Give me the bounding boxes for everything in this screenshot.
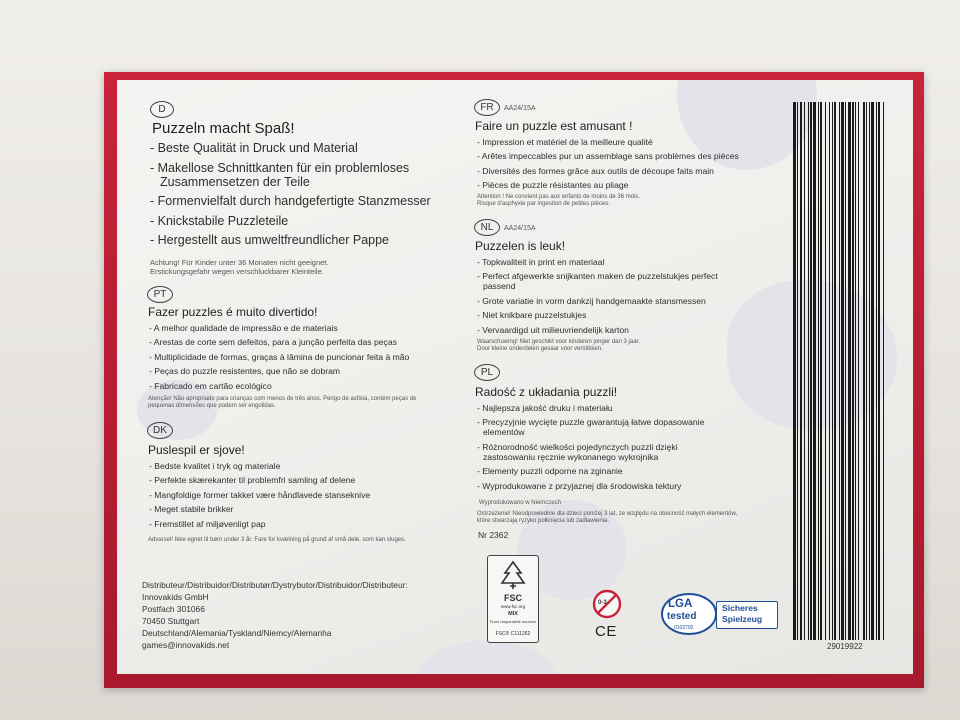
feature-item: - Niet knikbare puzzelstukjes xyxy=(477,310,587,321)
feature-item: - Mangfoldige former takket være håndlavede stanseknive xyxy=(149,489,371,500)
barcode-number: 29019922 xyxy=(827,642,863,651)
warning-pt-2: pequenas dimensões que podem ser engolidas. xyxy=(148,403,276,409)
warning-de-1: Achtung! Für Kinder unter 36 Monaten nicht geeignet. xyxy=(150,258,329,267)
feature-item: - Różnorodność wielkości pojedynczych puzzli dzięki xyxy=(477,441,678,452)
feature-item: elementów xyxy=(483,427,525,438)
feature-item: - Grote variatie in vorm dankzij handgemaakte stansmessen xyxy=(477,295,706,306)
feature-item: - A melhor qualidade de impressão e de materiais xyxy=(149,323,338,333)
feature-item: - Wyprodukowane z przyjaznej dla środowiska tektury xyxy=(477,480,682,491)
language-badge-nl: NL xyxy=(474,219,500,236)
title-dk: Puslespil er sjove! xyxy=(148,443,245,457)
feature-item: - Hergestellt aus umweltfreundlicher Pappe xyxy=(150,233,390,247)
fsc-code: FSC® C111262 xyxy=(495,631,531,637)
lga-number: 0102792 xyxy=(674,625,694,631)
age-warning-icon xyxy=(591,588,623,620)
feature-item: - Precyzyjnie wycięte puzzle gwarantują łatwe dopasowanie xyxy=(477,417,705,428)
fsc-tree-icon xyxy=(488,559,538,593)
lga-line-2: Spielzeug xyxy=(722,614,763,624)
warning-fr-2: Risque d'asphyxie par ingestion de petites pièces. xyxy=(477,201,610,207)
feature-item: - Knickstabile Puzzleteile xyxy=(150,213,289,228)
feature-item: - Formenvielfalt durch handgefertigte Stanzmesser xyxy=(150,194,431,208)
feature-item: - Multiplicidade de formas, graças à lâmina de puncionar feita à mão xyxy=(149,351,410,362)
warning-nl-1: Waarschuwing! Niet geschikt voor kinderen jonger dan 3 jaar. xyxy=(477,339,640,345)
feature-item: - Peças do puzzle resistentes, que não se dobram xyxy=(149,366,341,377)
fsc-url: www.fsc.org xyxy=(500,604,526,609)
title-de: Puzzeln macht Spaß! xyxy=(152,120,295,137)
feature-item: - Fabricado em cartão ecológico xyxy=(149,380,272,391)
feature-item: - Najlepsza jakość druku i materiału xyxy=(477,403,613,413)
feature-item: - Perfekte skærekanter til problemfri samling af delene xyxy=(149,475,356,486)
made-in-pl: Wyprodukowano w Niemczech xyxy=(479,500,561,506)
language-badge-de: D xyxy=(150,101,174,118)
title-nl: Puzzelen is leuk! xyxy=(475,239,566,253)
barcode xyxy=(793,102,885,640)
distributor-email: games@innovakids.net xyxy=(142,640,230,650)
warning-nl-2: Door kleine onderdelen gevaar voor verstikken. xyxy=(477,346,603,352)
warning-pl-2: które stwarzają ryzyko połknięcia lub zadławienia. xyxy=(477,518,610,524)
fsc-sub: From responsible sources xyxy=(489,619,537,624)
product-number: Nr 2362 xyxy=(478,530,509,540)
feature-item: - Meget stabile brikker xyxy=(149,504,234,515)
language-badge-pt: PT xyxy=(147,286,173,303)
warning-fr-1: Attention ! Ne convient pas aux enfants de moins de 36 mois. xyxy=(477,194,641,200)
warning-pl-1: Ostrzeżenie! Nieodpowiednie dla dzieci poniżej 3 lat, ze względu na obecność małych elementów, xyxy=(477,511,738,517)
features-fr xyxy=(477,137,797,195)
fsc-logo xyxy=(487,555,539,643)
feature-item: - Beste Qualität in Druck und Material xyxy=(150,141,358,155)
feature-item: - Bedste kvalitet i tryk og materiale xyxy=(149,461,281,471)
features-nl xyxy=(477,257,797,339)
language-badge-fr: FR xyxy=(474,99,500,116)
ce-mark: CE xyxy=(595,623,617,640)
product-code-nl: AA24/15A xyxy=(504,225,536,232)
lga-brand: LGA xyxy=(668,598,693,610)
title-pt: Fazer puzzles é muito divertido! xyxy=(148,305,318,319)
feature-item: - Elementy puzzli odporne na zginanie xyxy=(477,466,623,477)
feature-item: - Diversités des formes grâce aux outils de découpe faits main xyxy=(477,165,714,176)
lga-tested-logo xyxy=(660,592,776,636)
age-warning-text: 0-3 xyxy=(598,600,607,606)
product-code-fr: AA24/15A xyxy=(504,105,536,112)
feature-item: - Vervaardigd uit milieuvriendelijk karton xyxy=(477,324,629,335)
warning-dk-1: Advarsel! Ikke egnet til børn under 3 år. Fare for kvælning på grund af små dele, som kan sluges. xyxy=(148,537,406,543)
feature-item: - Arestas de corte sem defeitos, para a junção perfeita das peças xyxy=(149,337,397,348)
distributor-line: Innovakids GmbH xyxy=(142,592,209,602)
features-dk xyxy=(149,461,489,533)
warning-pt-1: Atenção! Não apropriado para crianças com menos de três anos. Perigo de asfixia, contém peças de xyxy=(148,396,417,402)
features-pl xyxy=(477,403,797,495)
distributor-line: Deutschland/Alemania/Tyskland/Niemcy/Alemanha xyxy=(142,628,332,638)
lga-tested: tested xyxy=(667,611,697,622)
fsc-mix: MIX xyxy=(508,611,518,617)
feature-item: zastosowaniu ręcznie wykonanego wykrojnika xyxy=(483,451,659,462)
warning-de-2: Erstickungsgefahr wegen verschluckbarer Kleinteile. xyxy=(150,267,324,276)
title-pl: Radość z układania puzzli! xyxy=(475,385,618,399)
features-de xyxy=(150,141,490,253)
distributor-heading: Distributeur/Distribuidor/Distributør/Dystrybutor/Distribuidor/Distributeur: xyxy=(142,580,408,590)
feature-item: - Arêtes impeccables pur un assemblage sans problèmes des pièces xyxy=(477,151,739,162)
box-back-label xyxy=(117,80,913,674)
feature-item: - Perfect afgewerkte snijkanten maken de puzzelstukjes perfect xyxy=(477,271,718,282)
feature-item: - Topkwaliteit in print en materiaal xyxy=(477,257,605,267)
feature-item: - Pièces de puzzle résistantes au pliage xyxy=(477,180,629,191)
feature-item: - Makellose Schnittkanten für ein problemloses xyxy=(150,160,410,175)
feature-item: passend xyxy=(483,281,516,292)
lga-line-1: Sicheres xyxy=(722,603,758,613)
distributor-line: Postfach 301066 xyxy=(142,604,205,614)
background-shape xyxy=(417,640,557,674)
feature-item: - Fremstillet af miljøvenligt pap xyxy=(149,518,266,529)
feature-item: - Impression et matériel de la meilleure qualité xyxy=(477,137,653,147)
fsc-label: FSC xyxy=(504,593,522,603)
title-fr: Faire un puzzle est amusant ! xyxy=(475,119,633,133)
features-pt xyxy=(149,323,489,395)
language-badge-dk: DK xyxy=(147,422,173,439)
distributor-line: 70450 Stuttgart xyxy=(142,616,200,626)
feature-item: Zusammensetzen der Teile xyxy=(160,174,310,189)
barcode-stripe xyxy=(884,102,885,640)
language-badge-pl: PL xyxy=(474,364,500,381)
